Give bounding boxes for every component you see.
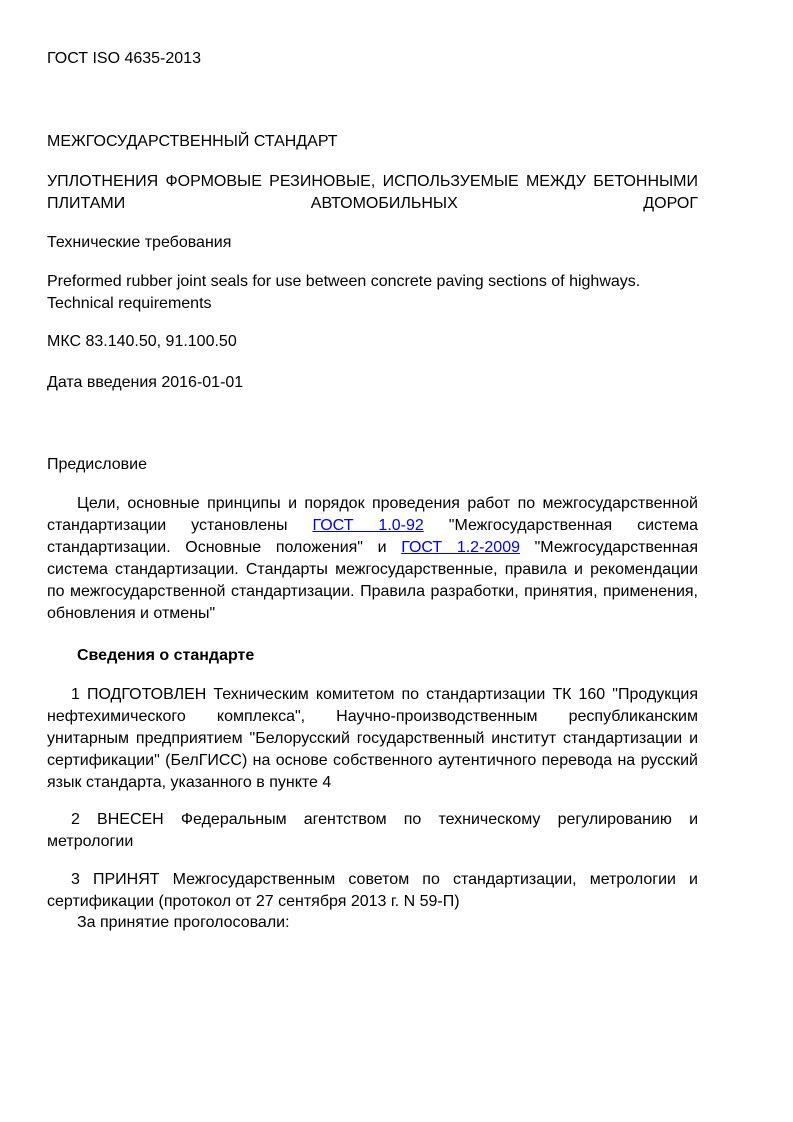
about-item-1: 1 ПОДГОТОВЛЕН Техническим комитетом по стандартизации ТК 160 "Продукция нефтехимического комплекса", Научно-производственным республиканским унитарным предприятием "Белорусский государственный институт стандартизации и сертификации" (БелГИСС) на основе собственного аутентичного перевода на русский язык стандарта, указанного в пункте 4 <box>47 686 698 791</box>
foreword-text-2: "Межгосударственная система стандартизации. Основные положения" и <box>47 517 698 556</box>
foreword-text-1: Цели, основные принципы и порядок проведения работ по межгосударственной стандартизации установлены <box>47 495 698 534</box>
foreword-heading: Предисловие <box>47 456 147 473</box>
about-item-3: 3 ПРИНЯТ Межгосударственным советом по стандартизации, метрологии и сертификации (протокол от 27 сентября 2013 г. N 59-П) <box>47 871 698 910</box>
subtitle-ru: Технические требования <box>47 234 232 251</box>
intro-date: Дата введения 2016-01-01 <box>47 374 244 391</box>
foreword-paragraph <box>47 493 698 625</box>
standard-type: МЕЖГОСУДАРСТВЕННЫЙ СТАНДАРТ <box>47 133 338 150</box>
about-heading: Сведения о стандарте <box>77 647 255 664</box>
about-item-2: 2 ВНЕСЕН Федеральным агентством по техническому регулированию и метрологии <box>47 811 698 850</box>
foreword-text-3: "Межгосударственная система стандартизации. Стандарты межгосударственные, правила и рекомендации по межгосударственной стандартизации. Правила разработки, принятия, применения, обновления и отмены" <box>47 539 699 622</box>
gost-1-2-2009-link[interactable]: ГОСТ 1.2-2009 <box>401 539 520 556</box>
title-ru: УПЛОТНЕНИЯ ФОРМОВЫЕ РЕЗИНОВЫЕ, ИСПОЛЬЗУЕМЫЕ МЕЖДУ БЕТОННЫМИ ПЛИТАМИ АВТОМОБИЛЬНЫХ ДОРОГ <box>47 173 698 212</box>
gost-1-0-92-link[interactable]: ГОСТ 1.0-92 <box>312 517 424 534</box>
mks-codes: МКС 83.140.50, 91.100.50 <box>47 333 237 350</box>
voted-label: За принятие проголосовали: <box>77 914 290 931</box>
title-en: Preformed rubber joint seals for use between concrete paving sections of highways. Technical requirements <box>47 273 641 312</box>
doc-number: ГОСТ ISO 4635-2013 <box>47 50 201 67</box>
